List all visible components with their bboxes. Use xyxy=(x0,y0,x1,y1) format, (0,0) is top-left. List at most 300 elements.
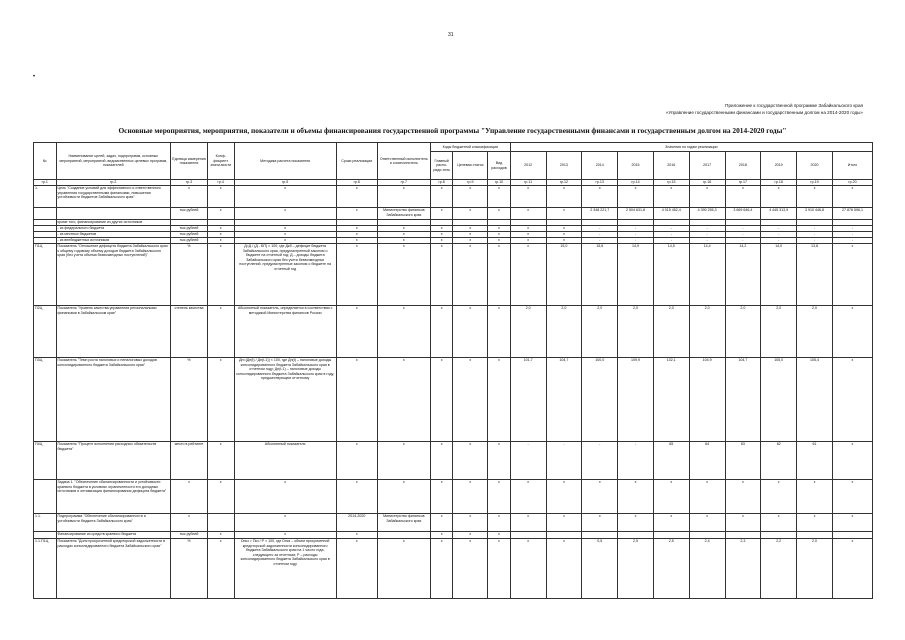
column-number: гр.20 xyxy=(832,180,872,186)
value-cell: - xyxy=(618,232,654,238)
value-cell: х xyxy=(546,539,582,599)
method-cell: х xyxy=(234,208,336,220)
value-cell: х xyxy=(582,186,618,208)
table-row xyxy=(34,442,873,480)
row-number-cell: П1Ц xyxy=(34,244,57,306)
column-number: гр.6 xyxy=(336,180,377,186)
value-cell: - xyxy=(582,226,618,232)
value-cell: х xyxy=(761,186,797,208)
value-cell: 2 504 631,8 xyxy=(618,208,654,220)
coef-cell: х xyxy=(207,238,234,244)
column-number: гр.2 xyxy=(56,180,171,186)
table-row xyxy=(34,244,873,306)
column-number: гр.14 xyxy=(618,180,654,186)
name-cell: Показатель "Темп роста налоговых и неналоговых доходов консолидированного бюджета Забайкальского края" xyxy=(56,358,171,442)
value-cell: х xyxy=(510,238,546,244)
row-number-cell: 1.1. xyxy=(34,514,57,532)
stray-mark: • xyxy=(33,74,36,80)
coef-cell: х xyxy=(207,232,234,238)
value-cell: 14,2 xyxy=(725,244,761,306)
responsible-cell xyxy=(377,532,430,539)
table-row xyxy=(34,514,873,532)
name-cell: Подпрограмма "Обеспечение сбалансированности и устойчивости бюджета Забайкальского края" xyxy=(56,514,171,532)
term-cell: х xyxy=(336,238,377,244)
value-cell: 64 xyxy=(689,442,725,480)
name-cell: Показатель "Доля просроченной кредиторской задолженности в расходах консолидированного бюджета Забайкальского края" xyxy=(56,539,171,599)
kbk-cell: х xyxy=(453,539,488,599)
responsible-cell: х xyxy=(377,186,430,208)
value-cell xyxy=(582,532,618,539)
value-cell: х xyxy=(618,514,654,532)
column-number: гр.8 xyxy=(430,180,453,186)
kbk-cell: х xyxy=(488,232,511,238)
col-year-2013: 2013 xyxy=(546,152,582,180)
table-row xyxy=(34,480,873,514)
method-cell: х xyxy=(234,226,336,232)
table-row xyxy=(34,539,873,599)
unit-cell: тыс.рублей xyxy=(171,232,208,238)
value-cell: 104,7 xyxy=(725,358,761,442)
value-cell: х xyxy=(618,480,654,514)
kbk-cell: х xyxy=(488,514,511,532)
method-cell: х xyxy=(234,514,336,532)
value-cell: 2,2 xyxy=(761,539,797,599)
coef-cell: х xyxy=(207,244,234,306)
value-cell: х xyxy=(582,480,618,514)
coef-cell: х xyxy=(207,532,234,539)
kbk-cell: х xyxy=(488,306,511,358)
name-cell: Показатель "Отношение дефицита бюджета Забайкальского края к общему годовому объему доходов бюджета Забайкальского края (без учета объема безвозмездных поступлений)" xyxy=(56,244,171,306)
term-cell: 2014-2020 xyxy=(336,514,377,532)
col-kbk-3: Вид расходов xyxy=(488,152,511,180)
responsible-cell: х xyxy=(377,226,430,232)
value-cell: х xyxy=(653,186,689,208)
table-row xyxy=(34,306,873,358)
value-cell: 62 xyxy=(761,442,797,480)
value-cell: 100,0 xyxy=(582,358,618,442)
value-cell: х xyxy=(832,244,872,306)
value-cell: - xyxy=(618,226,654,232)
value-cell: - xyxy=(582,442,618,480)
value-cell: х xyxy=(725,514,761,532)
col-year-2016: 2016 xyxy=(653,152,689,180)
term-cell: х xyxy=(336,539,377,599)
responsible-cell: х xyxy=(377,539,430,599)
kbk-cell: х xyxy=(453,306,488,358)
table-row xyxy=(34,208,873,220)
col-year-2020: 2020 xyxy=(797,152,833,180)
value-cell: - xyxy=(689,232,725,238)
unit-cell: степень качества xyxy=(171,306,208,358)
value-cell: х xyxy=(832,442,872,480)
term-cell: х xyxy=(336,532,377,539)
document-title: Основные мероприятия, мероприятия, показатели и объемы финансирования государственной программы "Управление государственными финансами и государственным долгом на 2014-2020 годы" xyxy=(118,126,787,135)
kbk-cell: х xyxy=(430,244,453,306)
value-cell: х xyxy=(510,208,546,220)
value-cell xyxy=(725,532,761,539)
value-cell: 2,5 xyxy=(618,539,654,599)
value-cell: х xyxy=(653,480,689,514)
value-cell: 109,9 xyxy=(618,358,654,442)
col-name: Наименование целей, задач, подпрограмм, основных мероприятий, мероприятий, ведомственных целевых программ, показателей xyxy=(56,143,171,180)
name-cell: - из внебюджетных источников xyxy=(56,238,171,244)
responsible-cell: х xyxy=(377,306,430,358)
column-number: гр.17 xyxy=(725,180,761,186)
value-cell: - xyxy=(832,232,872,238)
table-row xyxy=(34,358,873,442)
value-cell: 15,0 xyxy=(546,244,582,306)
value-cell: х xyxy=(832,186,872,208)
row-number-cell: П2Ц xyxy=(34,306,57,358)
kbk-cell: х xyxy=(430,532,453,539)
unit-cell: х xyxy=(171,514,208,532)
value-cell: 2,0 xyxy=(761,306,797,358)
value-cell: х xyxy=(510,226,546,232)
value-cell: х xyxy=(689,480,725,514)
kbk-cell: х xyxy=(488,442,511,480)
name-cell: Цель "Создание условий для эффективного и ответственного управления государственными финансами, повышения устойчивости бюджетов Забайкальского края" xyxy=(56,186,171,208)
value-cell: 27 876 596,1 xyxy=(832,208,872,220)
value-cell: - xyxy=(618,238,654,244)
coef-cell: х xyxy=(207,306,234,358)
coef-cell xyxy=(207,514,234,532)
responsible-cell: х xyxy=(377,480,430,514)
value-cell: х xyxy=(510,232,546,238)
unit-cell: % xyxy=(171,358,208,442)
value-cell: х xyxy=(546,232,582,238)
value-cell: х xyxy=(797,514,833,532)
kbk-cell: х xyxy=(453,226,488,232)
col-year-2012: 2012 xyxy=(510,152,546,180)
column-number: гр.9 xyxy=(453,180,488,186)
value-cell: - xyxy=(618,442,654,480)
value-cell: 15,6 xyxy=(582,244,618,306)
kbk-cell: х xyxy=(488,186,511,208)
value-cell: - xyxy=(582,238,618,244)
method-cell: Абсолютный показатель, определяется в соответствии с методикой Министерства финансов России xyxy=(234,306,336,358)
value-cell: - xyxy=(761,232,797,238)
column-number: гр.1 xyxy=(34,180,57,186)
method-cell: Dпкз = Пкз / Р × 100, где Dпкз – объем просроченной кредиторской задолженности консолидированного бюджета Забайкальского края на 1 число года, следующего за отчетным; Р – расходы консолидированного бюджета Забайкальского края в отчетном году xyxy=(234,539,336,599)
value-cell: - xyxy=(761,226,797,232)
term-cell: х xyxy=(336,442,377,480)
value-cell: 2,0 xyxy=(653,306,689,358)
value-cell: х xyxy=(832,480,872,514)
kbk-cell: х xyxy=(453,238,488,244)
value-cell xyxy=(546,532,582,539)
col-year-2014: 2014 xyxy=(582,152,618,180)
table-row xyxy=(34,186,873,208)
kbk-cell: х xyxy=(453,442,488,480)
value-cell: 4 390 255,3 xyxy=(689,208,725,220)
page-number: 31 xyxy=(448,32,454,38)
value-cell xyxy=(510,532,546,539)
kbk-cell: х xyxy=(453,208,488,220)
kbk-cell: х xyxy=(430,226,453,232)
column-number: гр.12 xyxy=(546,180,582,186)
column-number: гр.19 xyxy=(797,180,833,186)
value-cell: х xyxy=(832,514,872,532)
value-cell: 14,0 xyxy=(761,244,797,306)
value-cell: - xyxy=(761,238,797,244)
value-cell: - xyxy=(832,238,872,244)
appendix-line-1: Приложение к государственной программе Забайкальского края xyxy=(725,103,863,108)
col-total: Итого xyxy=(832,152,872,180)
method-cell: Абсолютный показатель xyxy=(234,442,336,480)
value-cell: 14,5 xyxy=(653,244,689,306)
col-values-group: Значения по годам реализации xyxy=(510,143,872,152)
value-cell: х xyxy=(725,186,761,208)
name-cell: Финансирование из средств краевого бюджета xyxy=(56,532,171,539)
unit-cell: х xyxy=(171,186,208,208)
method-cell: х xyxy=(234,186,336,208)
value-cell: 4 445 313,9 xyxy=(761,208,797,220)
col-method: Методика расчета показателя xyxy=(234,143,336,180)
value-cell: - xyxy=(725,226,761,232)
term-cell: х xyxy=(336,306,377,358)
value-cell: х xyxy=(832,358,872,442)
column-number: гр.13 xyxy=(582,180,618,186)
value-cell: 65 xyxy=(653,442,689,480)
value-cell: - xyxy=(546,442,582,480)
column-number: гр.11 xyxy=(510,180,546,186)
value-cell: 105,0 xyxy=(761,358,797,442)
value-cell: - xyxy=(725,232,761,238)
term-cell: х xyxy=(336,358,377,442)
responsible-cell: х xyxy=(377,244,430,306)
value-cell: 2,4 xyxy=(689,539,725,599)
appendix-note xyxy=(666,102,863,116)
value-cell: 2 348 221,7 xyxy=(582,208,618,220)
value-cell: 0,5 xyxy=(582,539,618,599)
kbk-cell: х xyxy=(488,539,511,599)
program-table xyxy=(33,142,873,599)
method-cell: х xyxy=(234,480,336,514)
value-cell: 104,9 xyxy=(689,358,725,442)
name-cell: Показатель "Процент исполнения расходных обязательств бюджета" xyxy=(56,442,171,480)
coef-cell: х xyxy=(207,480,234,514)
value-cell: - xyxy=(653,232,689,238)
value-cell xyxy=(761,532,797,539)
value-cell: 61 xyxy=(797,442,833,480)
value-cell xyxy=(832,532,872,539)
kbk-cell: х xyxy=(430,442,453,480)
kbk-cell: х xyxy=(430,238,453,244)
value-cell: х xyxy=(797,186,833,208)
kbk-cell: х xyxy=(488,208,511,220)
value-cell: 2,0 xyxy=(797,539,833,599)
method-cell: х xyxy=(234,532,336,539)
kbk-cell: х xyxy=(430,186,453,208)
value-cell: 3 669 646,4 xyxy=(725,208,761,220)
col-unit: Единица измерения показателя xyxy=(171,143,208,180)
unit-cell: % xyxy=(171,244,208,306)
value-cell: - xyxy=(689,238,725,244)
kbk-cell: х xyxy=(453,358,488,442)
column-number: гр.5 xyxy=(234,180,336,186)
method-cell: х xyxy=(234,238,336,244)
value-cell: х xyxy=(546,186,582,208)
value-cell: - xyxy=(653,238,689,244)
coef-cell: х xyxy=(207,358,234,442)
row-number-cell xyxy=(34,532,57,539)
col-year-2018: 2018 xyxy=(725,152,761,180)
value-cell: х xyxy=(582,514,618,532)
kbk-cell: х xyxy=(430,514,453,532)
value-cell: х xyxy=(546,226,582,232)
value-cell: 105,4 xyxy=(797,358,833,442)
value-cell: 3 910 446,8 xyxy=(797,208,833,220)
unit-cell: тыс.рублей xyxy=(171,226,208,232)
col-year-2017: 2017 xyxy=(689,152,725,180)
responsible-cell: х xyxy=(377,238,430,244)
value-cell: - xyxy=(797,232,833,238)
coef-cell: х xyxy=(207,539,234,599)
name-cell: - из федерального бюджета xyxy=(56,226,171,232)
name-cell: - из местных бюджетов xyxy=(56,232,171,238)
unit-cell: % xyxy=(171,539,208,599)
value-cell: х xyxy=(761,480,797,514)
responsible-cell: Министерство финансов Забайкальского края xyxy=(377,208,430,220)
value-cell: х xyxy=(510,186,546,208)
value-cell: х xyxy=(689,514,725,532)
value-cell: 102,1 xyxy=(653,358,689,442)
kbk-cell: х xyxy=(453,232,488,238)
value-cell: 2,0 xyxy=(725,306,761,358)
value-cell: 2,0 xyxy=(689,306,725,358)
value-cell: 2,0 xyxy=(618,306,654,358)
value-cell: - xyxy=(689,226,725,232)
row-number-cell: 1.1.П1Ц xyxy=(34,539,57,599)
term-cell: х xyxy=(336,226,377,232)
value-cell: 63 xyxy=(725,442,761,480)
value-cell: - xyxy=(725,238,761,244)
value-cell: - xyxy=(797,238,833,244)
value-cell: х xyxy=(618,186,654,208)
value-cell: 2,5 xyxy=(653,539,689,599)
value-cell xyxy=(797,532,833,539)
value-cell: 2,0 xyxy=(797,306,833,358)
term-cell: х xyxy=(336,208,377,220)
coef-cell: х xyxy=(207,186,234,208)
value-cell: х xyxy=(832,539,872,599)
kbk-cell: х xyxy=(453,186,488,208)
value-cell: х xyxy=(653,514,689,532)
name-cell: Показатель "Уровень качества управления региональными финансами в Забайкальском крае" xyxy=(56,306,171,358)
value-cell: - xyxy=(653,226,689,232)
table-row xyxy=(34,532,873,539)
unit-cell: тыс.рублей xyxy=(171,238,208,244)
value-cell: - xyxy=(832,226,872,232)
responsible-cell: х xyxy=(377,442,430,480)
name-cell xyxy=(56,208,171,220)
coef-cell: х xyxy=(207,226,234,232)
row-number-cell xyxy=(34,208,57,220)
row-number-cell: П4Ц xyxy=(34,442,57,480)
name-cell: кроме того, финансирование из других источников xyxy=(56,220,171,226)
col-kbk-2: Целевая статья xyxy=(453,152,488,180)
name-cell: Задача 1. "Обеспечение сбалансированности и устойчивости краевого бюджета в условиях ограниченности его доходных источников и оптимизация финансирования дефицита бюджета" xyxy=(56,480,171,514)
unit-cell: место в рейтинге xyxy=(171,442,208,480)
term-cell: х xyxy=(336,480,377,514)
term-cell: х xyxy=(336,244,377,306)
value-cell: х xyxy=(546,480,582,514)
value-cell: 14,4 xyxy=(689,244,725,306)
value-cell: 101,7 xyxy=(510,358,546,442)
kbk-cell: х xyxy=(453,480,488,514)
kbk-cell: х xyxy=(488,244,511,306)
kbk-cell: х xyxy=(488,238,511,244)
value-cell: 2,3 xyxy=(725,539,761,599)
unit-cell: х xyxy=(171,480,208,514)
kbk-cell: х xyxy=(430,306,453,358)
col-term: Сроки реализации xyxy=(336,143,377,180)
value-cell: х xyxy=(832,306,872,358)
column-number: гр.3 xyxy=(171,180,208,186)
value-cell: 2,0 xyxy=(546,306,582,358)
kbk-cell: х xyxy=(488,532,511,539)
column-number: гр.16 xyxy=(689,180,725,186)
kbk-cell: х xyxy=(488,226,511,232)
method-cell: Дн=(Дн(t) / Дн(t-1)) × 100, где Дн(t) – налоговые доходы консолидированного бюджета Забайкальского края в отчетном году; Дн(t-1) – налоговые доходы консолидированного бюджета Забайкальского края в году, предшествующем отчетному xyxy=(234,358,336,442)
col-kbk-group: Коды бюджетной классификации xyxy=(430,143,510,152)
kbk-cell: х xyxy=(430,358,453,442)
value-cell: х xyxy=(761,514,797,532)
value-cell: 4 015 452,4 xyxy=(653,208,689,220)
unit-cell: тыс.рублей xyxy=(171,208,208,220)
value-cell: х xyxy=(689,186,725,208)
value-cell: 13,8 xyxy=(797,244,833,306)
column-number: гр.15 xyxy=(653,180,689,186)
col-n: № xyxy=(34,143,57,180)
responsible-cell: х xyxy=(377,232,430,238)
col-kbk-1: Главный распо-ряди-тель xyxy=(430,152,453,180)
value-cell: 2,0 xyxy=(510,306,546,358)
value-cell: - xyxy=(510,442,546,480)
kbk-cell: х xyxy=(488,480,511,514)
row-number-cell: П3Ц xyxy=(34,358,57,442)
column-number: гр.18 xyxy=(761,180,797,186)
column-number: гр.7 xyxy=(377,180,430,186)
responsible-cell: Министерство финансов Забайкальского края xyxy=(377,514,430,532)
value-cell: - xyxy=(797,226,833,232)
value-cell: х xyxy=(546,208,582,220)
value-cell xyxy=(618,532,654,539)
value-cell: х xyxy=(510,244,546,306)
responsible-cell: х xyxy=(377,358,430,442)
coef-cell: х xyxy=(207,208,234,220)
row-number-cell: 1. xyxy=(34,186,57,208)
value-cell: х xyxy=(546,238,582,244)
value-cell xyxy=(689,532,725,539)
value-cell: 14,9 xyxy=(618,244,654,306)
kbk-cell: х xyxy=(453,514,488,532)
col-year-2015: 2015 xyxy=(618,152,654,180)
value-cell: х xyxy=(510,539,546,599)
value-cell: х xyxy=(725,480,761,514)
kbk-cell: х xyxy=(453,244,488,306)
value-cell: 2,0 xyxy=(582,306,618,358)
unit-cell: тыс.рублей xyxy=(171,532,208,539)
method-cell: х xyxy=(234,232,336,238)
kbk-cell: х xyxy=(430,208,453,220)
kbk-cell: х xyxy=(430,232,453,238)
term-cell: х xyxy=(336,232,377,238)
column-number: гр.10 xyxy=(488,180,511,186)
col-year-2019: 2019 xyxy=(761,152,797,180)
method-cell: Д=Д / (Д - БП) × 100, где Дкб – дефицит бюджета Забайкальского края, предусмотренный законом о бюджете на отчетный год; Д – доходы бюджета Забайкальского края без учета безвозмездных поступлений, предусмотренные законом о бюджете на отчетный год xyxy=(234,244,336,306)
value-cell xyxy=(653,532,689,539)
